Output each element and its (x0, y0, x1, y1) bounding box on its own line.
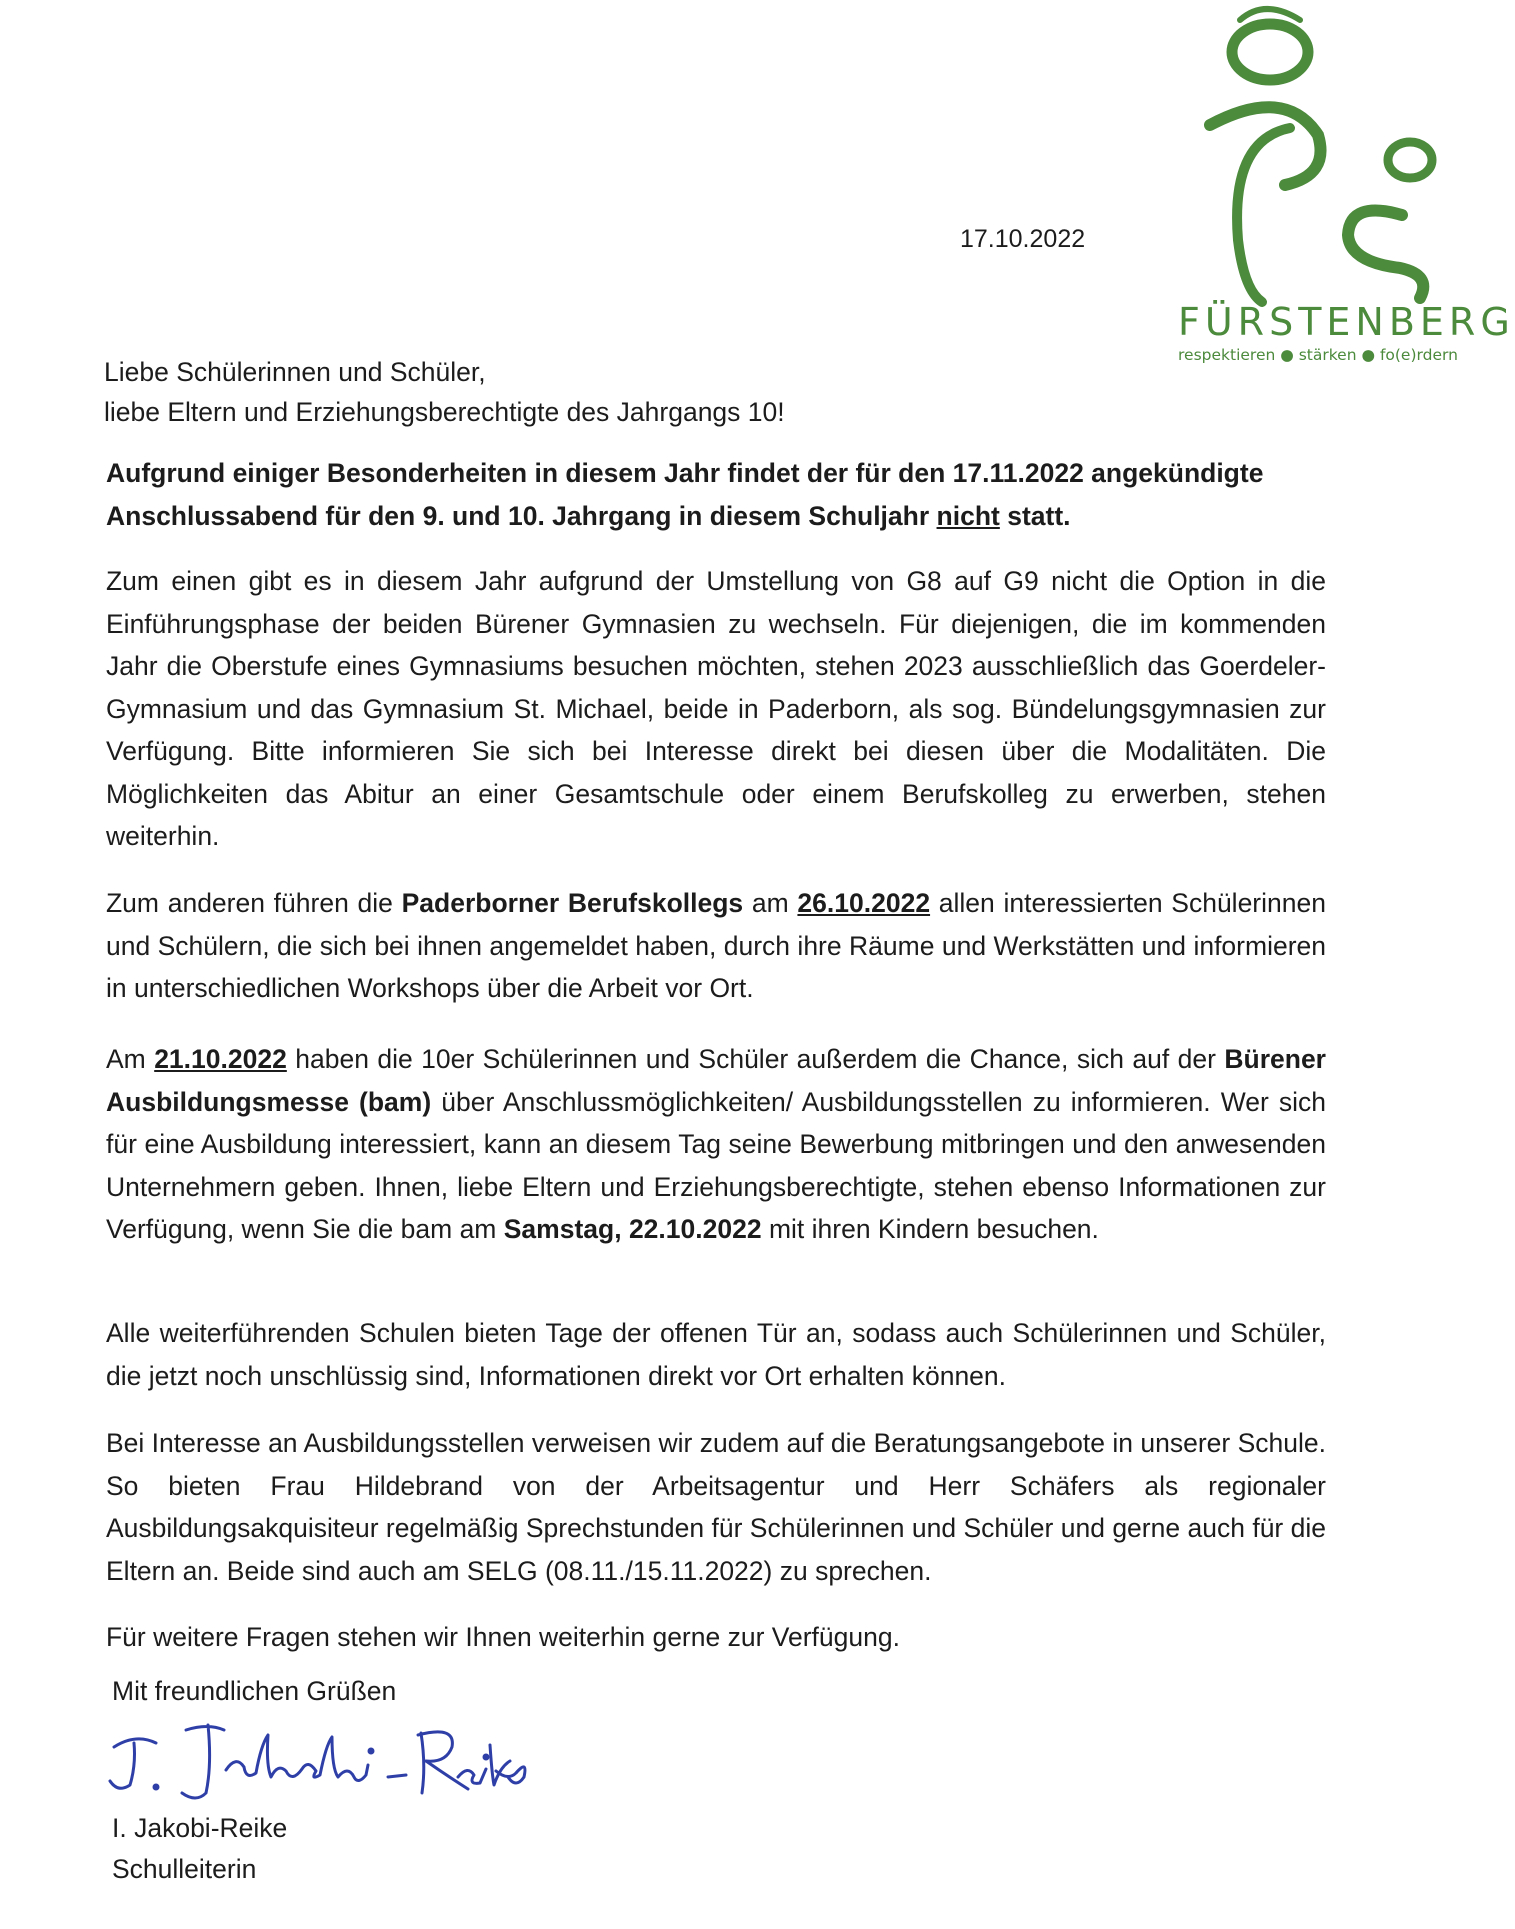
messe-date: 21.10.2022 (154, 1044, 287, 1074)
messe-name-bold: Bürener Ausbildungsmesse (bam) (106, 1044, 1326, 1117)
text: am (743, 888, 798, 918)
text: mit ihren Kindern besuchen. (761, 1214, 1099, 1244)
salutation-line-1: Liebe Schülerinnen und Schüler, (104, 357, 486, 387)
logo-name: FÜRSTENBERG (1178, 300, 1515, 344)
tagline-bullet-icon: ● (1280, 346, 1294, 364)
text: haben die 10er Schülerinnen und Schüler außerdem die Chance, sich auf der (286, 1044, 1225, 1074)
announcement-text-1: Aufgrund einiger Besonderheiten in diesem Jahr findet der für den 17.11.2022 angekündigte Anschlussabend für den 9. und 10. Jahrgang in diesem Schuljahr (106, 458, 1264, 531)
logo-tagline (1178, 346, 1458, 364)
handwritten-signature (96, 1685, 546, 1805)
school-logo (1170, 0, 1515, 380)
announcement-text-2: statt. (999, 500, 1071, 531)
announcement-emphasis: nicht (936, 500, 1000, 531)
text: allen interessierten Schülerinnen und Schülern, die sich bei ihnen angemeldet haben, durch ihre Räume und Werkstätten und informieren in unterschiedlichen Workshops über die Arbeit vor Ort. (106, 888, 1326, 1003)
paragraph-ausbildungsmesse (106, 1038, 1326, 1251)
paragraph-beratung: Bei Interesse an Ausbildungsstellen verweisen wir zudem auf die Beratungsangebote in unserer Schule. So bieten Frau Hildebrand von der Arbeitsagentur und Herr Schäfers als regionaler Ausbildungsakquisiteur regelmäßig Sprechstunden für Schülerinnen und Schüler und gerne auch für die Eltern an. Beide sind auch am SELG (08.11./15.11.2022) zu sprechen. (106, 1428, 1326, 1586)
salutation-line-2: liebe Eltern und Erziehungsberechtigte des Jahrgangs 10! (104, 397, 785, 427)
signer-title: Schulleiterin (112, 1854, 257, 1884)
signer-name: I. Jakobi-Reike (112, 1813, 288, 1843)
text: über Anschlussmöglichkeiten/ Ausbildungsstellen zu informieren. Wer sich für eine Ausbildung interessiert, kann an diesem Tag seine Bewerbung mitbringen und den anwesenden Unternehmern geben. Ihnen, liebe Eltern und Erziehungsberechtigte, stehen ebenso Informationen zur Verfügung, wenn Sie die bam am (106, 1086, 1326, 1244)
closing-greeting: Mit freundlichen Grüßen (112, 1676, 397, 1706)
tagline-word-1: respektieren (1178, 346, 1276, 364)
logo-emblem-icon (1170, 0, 1470, 310)
tagline-word-2: stärken (1298, 346, 1357, 364)
text: Am (106, 1044, 155, 1074)
letter-date: 17.10.2022 (960, 225, 1086, 253)
tagline-bullet-icon: ● (1361, 346, 1375, 364)
tagline-word-3: fo(e)rdern (1379, 346, 1458, 364)
salutation (104, 352, 785, 432)
berufskollegs-bold: Paderborner Berufskollegs (401, 888, 744, 918)
paragraph-open-day: Alle weiterführenden Schulen bieten Tage der offenen Tür an, sodass auch Schülerinnen und Schüler, die jetzt noch unschlüssig sind, Informationen direkt vor Ort erhalten können. (106, 1318, 1326, 1391)
text: Zum anderen führen die (106, 888, 402, 918)
signer-block (112, 1808, 287, 1890)
announcement-paragraph (106, 452, 1326, 537)
paragraph-gymnasium-options: Zum einen gibt es in diesem Jahr aufgrund der Umstellung von G8 auf G9 nicht die Option in die Einführungsphase der beiden Bürener Gymnasien zu wechseln. Für diejenigen, die im kommenden Jahr die Oberstufe eines Gymnasiums besuchen möchten, stehen 2023 ausschließlich das Goerdeler-Gymnasium und das Gymnasium St. Michael, beide in Paderborn, als sog. Bündelungsgymnasien zur Verfügung. Bitte informieren Sie sich bei Interesse direkt bei diesen über die Modalitäten. Die Möglichkeiten das Abitur an einer Gesamtschule oder einem Berufskolleg zu erwerben, stehen weiterhin. (106, 566, 1326, 851)
messe-saturday-bold: Samstag, 22.10.2022 (503, 1214, 762, 1244)
paragraph-berufskollegs (106, 882, 1326, 1010)
paragraph-questions: Für weitere Fragen stehen wir Ihnen weiterhin gerne zur Verfügung. (106, 1622, 900, 1652)
berufskollegs-date: 26.10.2022 (797, 888, 931, 918)
